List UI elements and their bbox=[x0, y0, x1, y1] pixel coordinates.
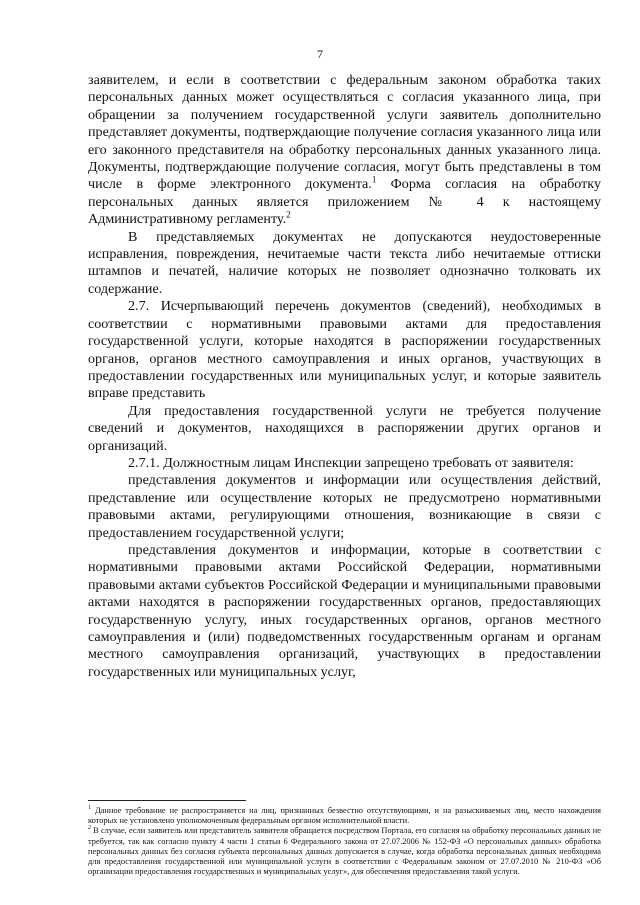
footnote-ref-2[interactable]: 2 bbox=[286, 209, 291, 220]
footnote-1 bbox=[88, 806, 601, 826]
footnote-2 bbox=[88, 826, 601, 877]
footnote-2-text: В случае, если заявитель или представитель заявителя обращается посредством Портала, его согласия на обработку персональных данных не требуется, так как согласно пункту 4 части 1 статьи 6 Федерального закона от 27.07.2006 № 152-ФЗ «О персональных данных» обработка персональных данных без согласия субъекта персональных данных допускается в случае, когда обработка персональных данных необходима для предоставления государственной или муниципальной услуги в соответствии с Федеральным законом от 27.07.2010 № 210-ФЗ «Об организации предоставления государственных и муниципальных услуг», для обеспечения предоставления такой услуги. bbox=[88, 826, 601, 877]
paragraph-prohibition-documents: представления документов и информации, которые в соответствии с нормативными правовыми актами Российской Федерации, нормативными правовыми актами субъектов Российской Федерации и муниципальными правовыми актами находятся в распоряжении государственных органов, предоставляющих государственную услугу, иных государственных органов, органов местного самоуправления и (или) подведомственных государственным органам и органам местного самоуправления организаций, участвующих в предоставлении государственных или муниципальных услуг, bbox=[88, 541, 601, 680]
body-text bbox=[88, 72, 601, 681]
paragraph-no-documents-required: Для предоставления государственной услуги не требуется получение сведений и документов, находящихся в распоряжении других органов и организаций. bbox=[88, 402, 601, 454]
paragraph-consent-text: заявителем, и если в соответствии с федеральным законом обработка таких персональных данных может осуществляться с согласия указанного лица, при обращении за получением государственной услуги заявитель дополнительно представляет документы, подтверждающие получение согласия указанного лица или его законного представителя на обработку персональных данных указанного лица. Документы, подтверждающие получение согласия, могут быть представлены в том числе в форме электронного документа. bbox=[88, 72, 601, 193]
footnotes bbox=[88, 806, 601, 877]
footnote-ref-1[interactable]: 1 bbox=[371, 174, 377, 185]
footnote-1-text: Данное требование не распространяется на лиц, признанных безвестно отсутствующими, и на разыскиваемых лиц, место нахождения которых не установлено уполномоченным федеральным органом исполнительной власти. bbox=[88, 806, 601, 826]
paragraph-section-2-7-1: 2.7.1. Должностным лицам Инспекции запрещено требовать от заявителя: bbox=[128, 454, 574, 471]
footnote-mark-2: 2 bbox=[88, 825, 91, 832]
paragraph-consent bbox=[88, 72, 601, 229]
footnote-mark-1: 1 bbox=[88, 805, 91, 812]
paragraph-corrections: В представляемых документах не допускаются неудостоверенные исправления, повреждения, нечитаемые части текста либо нечитаемые оттиски штампов и печатей, наличие которых не позволяет однозначно толковать их содержание. bbox=[88, 228, 601, 297]
paragraph-section-2-7: 2.7. Исчерпывающий перечень документов (сведений), необходимых в соответствии с нормативными правовыми актами для предоставления государственной услуги, которые находятся в распоряжении государственных органов, органов местного самоуправления и иных органов, участвующих в предоставлении государственных или муниципальных услуг, и которые заявитель вправе представить bbox=[88, 298, 601, 402]
paragraph-prohibition-actions: представления документов и информации или осуществления действий, представление или осуществление которых не предусмотрено нормативными правовыми актами, регулирующими отношения, возникающие в связи с предоставлением государственной услуги; bbox=[88, 472, 601, 541]
footnote-separator bbox=[88, 800, 246, 801]
page-number: 7 bbox=[317, 47, 323, 61]
paragraph-consent-text-cont: Форма согласия на обработку персональных данных является приложением № 4 к настоящему Административному регламенту. bbox=[88, 176, 601, 228]
